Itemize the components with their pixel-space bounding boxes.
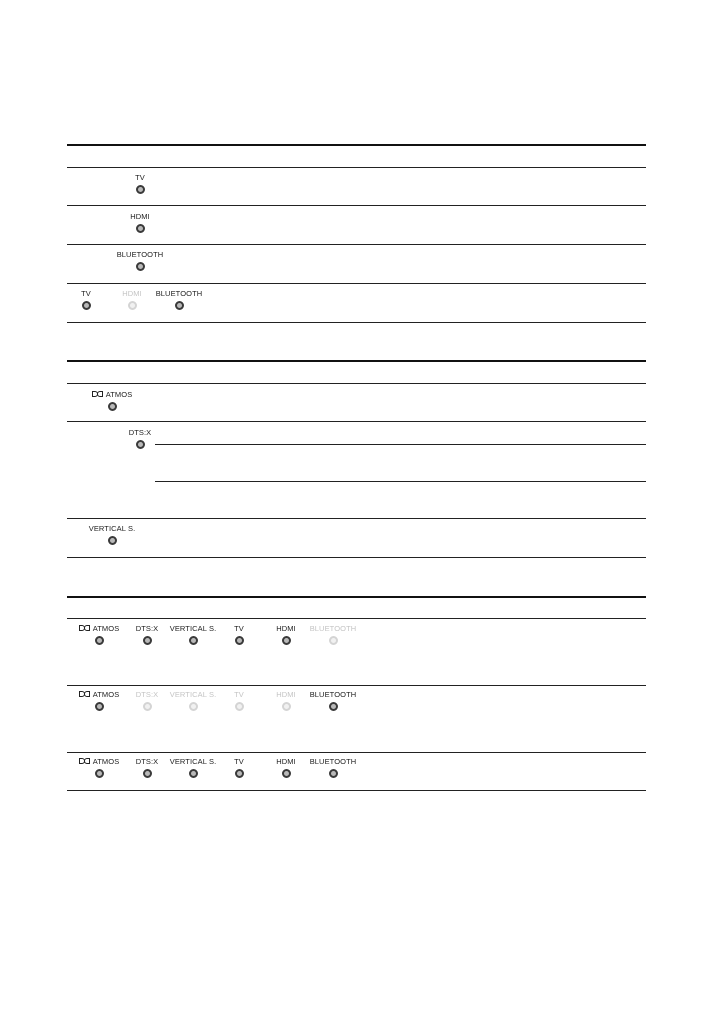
indicator-lamp-icon [82,301,91,310]
indicator-lamp-icon [235,636,244,645]
indicator-label: BLUETOOTH [309,757,357,766]
indicator-lamp-icon [143,702,152,711]
indicator-label: ATMOS [75,757,123,766]
indicator-label: VERTICAL S. [169,624,217,633]
indicator-lamp-icon [108,402,117,411]
indicator-vertical-s-unlit [169,690,217,711]
indicator-vertical-s [88,524,136,545]
indicator-label: HDMI [276,757,296,766]
table-rule [67,167,646,168]
dolby-double-d-icon [79,758,90,764]
indicator-dtsx [123,757,171,778]
indicator-lamp-icon [235,702,244,711]
table-rule [67,596,646,598]
indicator-tv [62,289,110,310]
indicator-label: ATMOS [75,690,123,699]
indicator-hdmi [116,212,164,233]
dolby-double-d-icon [79,625,90,631]
indicator-label: TV [135,173,145,182]
indicator-label: DTS:X [135,690,159,699]
table-rule [67,518,646,519]
indicator-tv [116,173,164,194]
indicator-dtsx [116,428,164,449]
indicator-lamp-icon [95,702,104,711]
indicator-label: HDMI [276,690,296,699]
indicator-hdmi [262,624,310,645]
indicator-lamp-icon [329,636,338,645]
table-rule [67,752,646,753]
indicator-label: TV [234,757,244,766]
indicator-tv [215,757,263,778]
indicator-lamp-icon [108,536,117,545]
indicator-label: DTS:X [135,757,159,766]
indicator-lamp-icon [282,636,291,645]
indicator-label: BLUETOOTH [309,690,357,699]
indicator-label: TV [234,624,244,633]
indicator-hdmi-unlit [262,690,310,711]
table-rule [67,244,646,245]
indicator-vertical-s [169,757,217,778]
indicator-atmos [75,690,123,711]
indicator-lamp-icon [143,636,152,645]
indicator-dtsx-unlit [123,690,171,711]
indicator-hdmi [262,757,310,778]
indicator-bluetooth-unlit [309,624,357,645]
indicator-lamp-icon [189,769,198,778]
table-rule [67,144,646,146]
indicator-atmos [88,390,136,411]
indicator-lamp-icon [95,769,104,778]
table-rule [155,444,646,445]
indicator-atmos [75,624,123,645]
indicator-label: ATMOS [75,624,123,633]
indicator-bluetooth [155,289,203,310]
indicator-lamp-icon [136,440,145,449]
indicator-lamp-icon [235,769,244,778]
indicator-bluetooth [116,250,164,271]
indicator-label: VERTICAL S. [88,524,136,533]
table-rule [67,205,646,206]
indicator-tv-unlit [215,690,263,711]
indicator-lamp-icon [189,702,198,711]
indicator-lamp-icon [329,769,338,778]
indicator-label: HDMI [130,212,150,221]
table-rule [67,421,646,422]
indicator-label: DTS:X [135,624,159,633]
indicator-lamp-icon [95,636,104,645]
table-rule [67,322,646,323]
indicator-label: BLUETOOTH [309,624,357,633]
indicator-lamp-icon [143,769,152,778]
indicator-label: BLUETOOTH [155,289,203,298]
indicator-lamp-icon [128,301,137,310]
table-rule [155,481,646,482]
dolby-double-d-icon [92,391,103,397]
indicator-bluetooth [309,757,357,778]
indicator-lamp-icon [282,769,291,778]
indicator-lamp-icon [329,702,338,711]
indicator-lamp-icon [136,224,145,233]
indicator-dtsx [123,624,171,645]
table-rule [67,360,646,362]
table-rule [67,283,646,284]
table-rule [67,557,646,558]
indicator-lamp-icon [136,185,145,194]
indicator-label: BLUETOOTH [116,250,164,259]
indicator-label: TV [234,690,244,699]
dolby-double-d-icon [79,691,90,697]
indicator-atmos [75,757,123,778]
table-rule [67,790,646,791]
table-rule [67,618,646,619]
indicator-label: DTS:X [128,428,152,437]
indicator-hdmi-unlit [108,289,156,310]
table-rule [67,685,646,686]
indicator-label: VERTICAL S. [169,757,217,766]
indicator-label: ATMOS [88,390,136,399]
indicator-label: TV [81,289,91,298]
indicator-label: HDMI [122,289,142,298]
table-rule [67,383,646,384]
indicator-lamp-icon [175,301,184,310]
indicator-lamp-icon [282,702,291,711]
indicator-label: HDMI [276,624,296,633]
indicator-lamp-icon [189,636,198,645]
indicator-vertical-s [169,624,217,645]
indicator-label: VERTICAL S. [169,690,217,699]
indicator-tv [215,624,263,645]
indicator-bluetooth [309,690,357,711]
indicator-lamp-icon [136,262,145,271]
